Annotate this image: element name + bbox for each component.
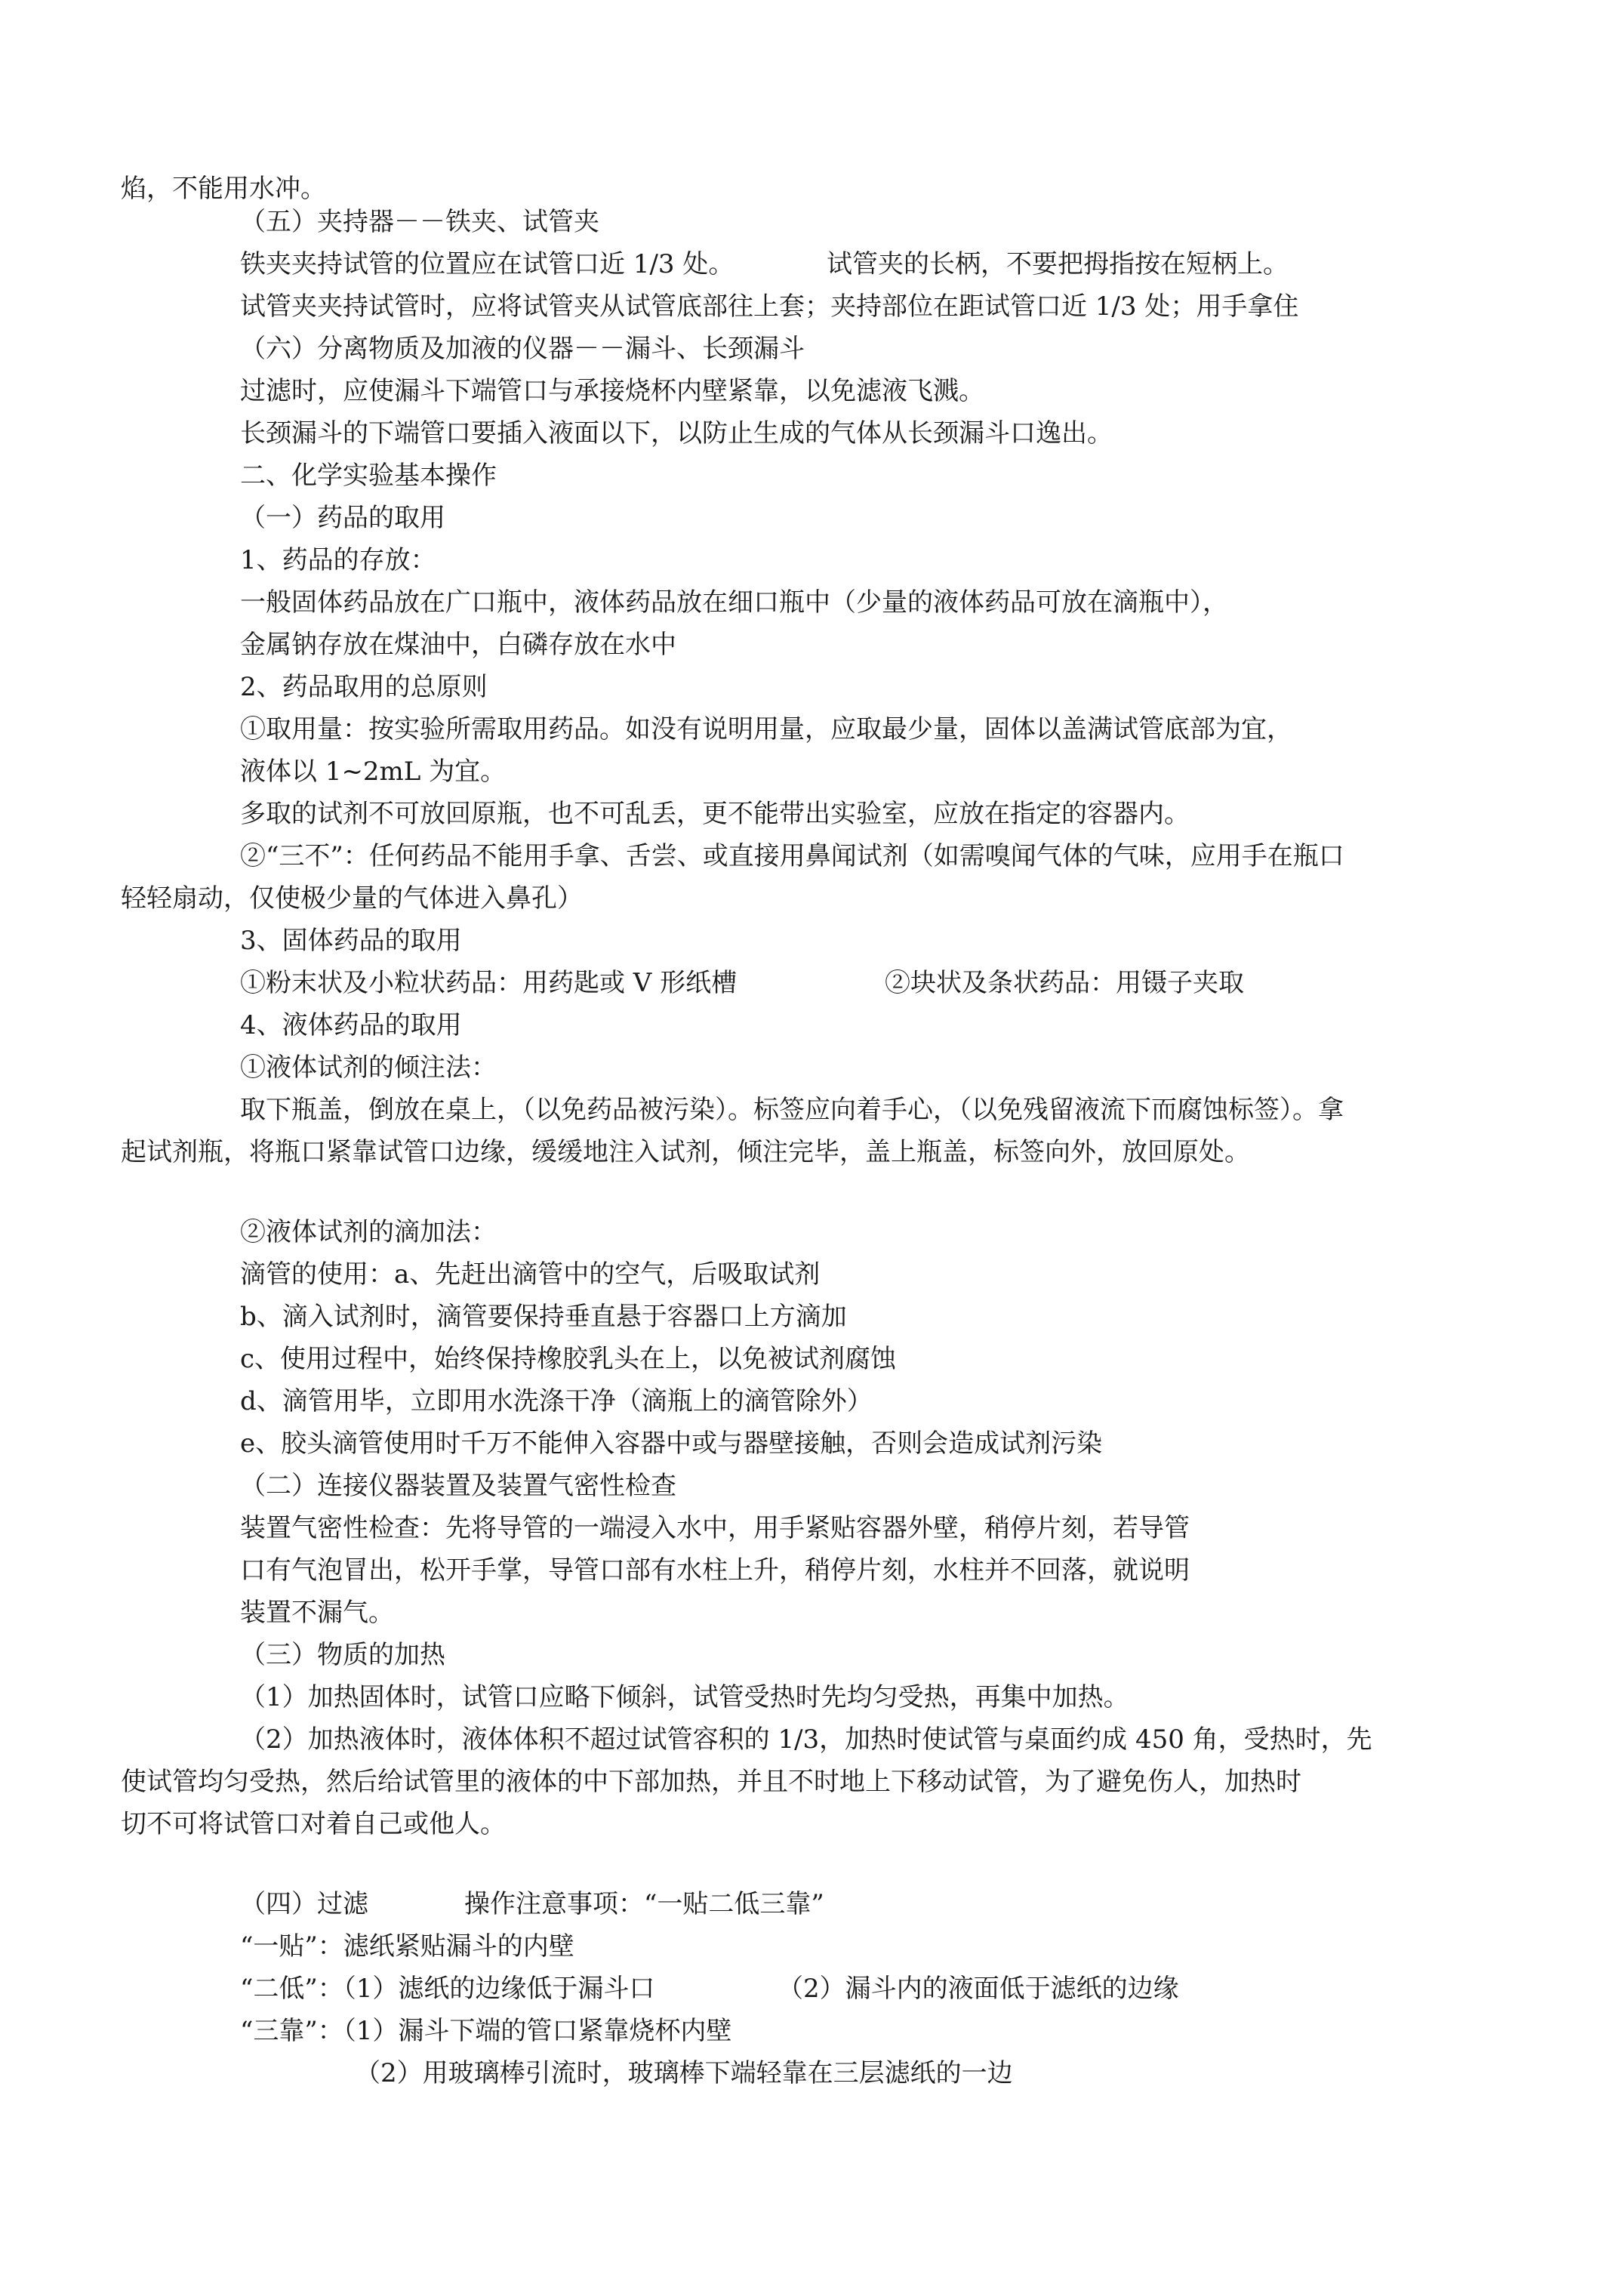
text-line: 过滤时，应使漏斗下端管口与承接烧杯内壁紧靠，以免滤液飞溅。: [240, 376, 984, 406]
text-line: 液体以 1~2mL 为宜。: [240, 757, 507, 787]
section-heading: （六）分离物质及加液的仪器－－漏斗、长颈漏斗: [240, 334, 805, 364]
text-line: 焰，不能用水冲。: [121, 174, 326, 204]
text-line: 多取的试剂不可放回原瓶，也不可乱丢，更不能带出实验室，应放在指定的容器内。: [240, 799, 1190, 829]
text-line: b、滴入试剂时，滴管要保持垂直悬于容器口上方滴加: [240, 1302, 847, 1332]
text-line: 长颈漏斗的下端管口要插入液面以下，以防止生成的气体从长颈漏斗口逸出。: [240, 418, 1113, 448]
text-line: 使试管均匀受热，然后给试管里的液体的中下部加热，并且不时地上下移动试管，为了避免伤人，加热时: [121, 1767, 1301, 1797]
chapter-heading: 二、化学实验基本操作: [240, 461, 497, 491]
text-line: ①液体试剂的倾注法：: [240, 1052, 497, 1083]
text-line: 操作注意事项：“一贴二低三靠”: [464, 1889, 824, 1919]
text-line: 试管夹夹持试管时，应将试管夹从试管底部往上套；夹持部位在距试管口近 1/3 处；用手拿住: [240, 291, 1299, 322]
text-line: （2）用玻璃棒引流时，玻璃棒下端轻靠在三层滤纸的一边: [355, 2058, 1013, 2088]
text-line: ②液体试剂的滴加法：: [240, 1217, 497, 1247]
section-heading: （二）连接仪器装置及装置气密性检查: [240, 1471, 676, 1501]
text-line: e、胶头滴管使用时千万不能伸入容器中或与器壁接触，否则会造成试剂污染: [240, 1428, 1103, 1459]
text-line: d、滴管用毕，立即用水洗涤干净（滴瓶上的滴管除外）: [240, 1386, 873, 1416]
text-line: 口有气泡冒出，松开手掌，导管口部有水柱上升，稍停片刻，水柱并不回落，就说明: [240, 1555, 1190, 1586]
text-line: 金属钠存放在煤油中，白磷存放在水中: [240, 630, 676, 660]
text-line: （2）加热液体时，液体体积不超过试管容积的 1/3，加热时使试管与桌面约成 450 角，受热时，先: [240, 1724, 1372, 1755]
text-line: 滴管的使用：a、先赶出滴管中的空气，后吸取试剂: [240, 1259, 821, 1290]
subsection-heading: 4、液体药品的取用: [240, 1010, 462, 1040]
text-line: 取下瓶盖，倒放在桌上，（以免药品被污染）。标签应向着手心，（以免残留液流下而腐蚀标签）。拿: [240, 1095, 1344, 1125]
text-line: （2）漏斗内的液面低于滤纸的边缘: [778, 1974, 1179, 2004]
text-line: “三靠”：（1）漏斗下端的管口紧靠烧杯内壁: [240, 2016, 732, 2046]
subsection-heading: 2、药品取用的总原则: [240, 672, 488, 702]
text-line: ②“三不”：任何药品不能用手拿、舌尝、或直接用鼻闻试剂（如需嗅闻气体的气味，应用手在瓶口: [240, 841, 1344, 871]
text-line: ①取用量：按实验所需取用药品。如没有说明用量，应取最少量，固体以盖满试管底部为宜，: [240, 714, 1292, 744]
text-line: 装置不漏气。: [240, 1598, 394, 1628]
text-line: ②块状及条状药品：用镊子夹取: [885, 968, 1244, 998]
text-line: 试管夹的长柄，不要把拇指按在短柄上。: [827, 249, 1289, 279]
section-heading: （四）过滤: [240, 1889, 368, 1919]
text-line: 切不可将试管口对着自己或他人。: [121, 1809, 506, 1839]
section-heading: （一）药品的取用: [240, 503, 445, 533]
section-heading: （五）夹持器－－铁夹、试管夹: [240, 207, 599, 237]
text-line: ①粉末状及小粒状药品：用药匙或 V 形纸槽: [240, 968, 738, 998]
text-line: 起试剂瓶，将瓶口紧靠试管口边缘，缓缓地注入试剂，倾注完毕，盖上瓶盖，标签向外，放回原处。: [121, 1137, 1250, 1167]
subsection-heading: 3、固体药品的取用: [240, 926, 462, 956]
text-line: （1）加热固体时，试管口应略下倾斜，试管受热时先均匀受热，再集中加热。: [240, 1682, 1129, 1712]
text-line: c、使用过程中，始终保持橡胶乳头在上，以免被试剂腐蚀: [240, 1344, 897, 1374]
text-line: “一贴”：滤纸紧贴漏斗的内壁: [240, 1931, 574, 1962]
text-line: 轻轻扇动，仅使极少量的气体进入鼻孔）: [121, 883, 583, 914]
text-line: 铁夹夹持试管的位置应在试管口近 1/3 处。: [240, 249, 735, 279]
text-line: “二低”：（1）滤纸的边缘低于漏斗口: [240, 1974, 655, 2004]
subsection-heading: 1、药品的存放：: [240, 545, 436, 575]
section-heading: （三）物质的加热: [240, 1640, 445, 1670]
text-line: 一般固体药品放在广口瓶中，液体药品放在细口瓶中（少量的液体药品可放在滴瓶中），: [240, 587, 1228, 618]
text-line: 装置气密性检查：先将导管的一端浸入水中，用手紧贴容器外壁，稍停片刻，若导管: [240, 1513, 1190, 1543]
